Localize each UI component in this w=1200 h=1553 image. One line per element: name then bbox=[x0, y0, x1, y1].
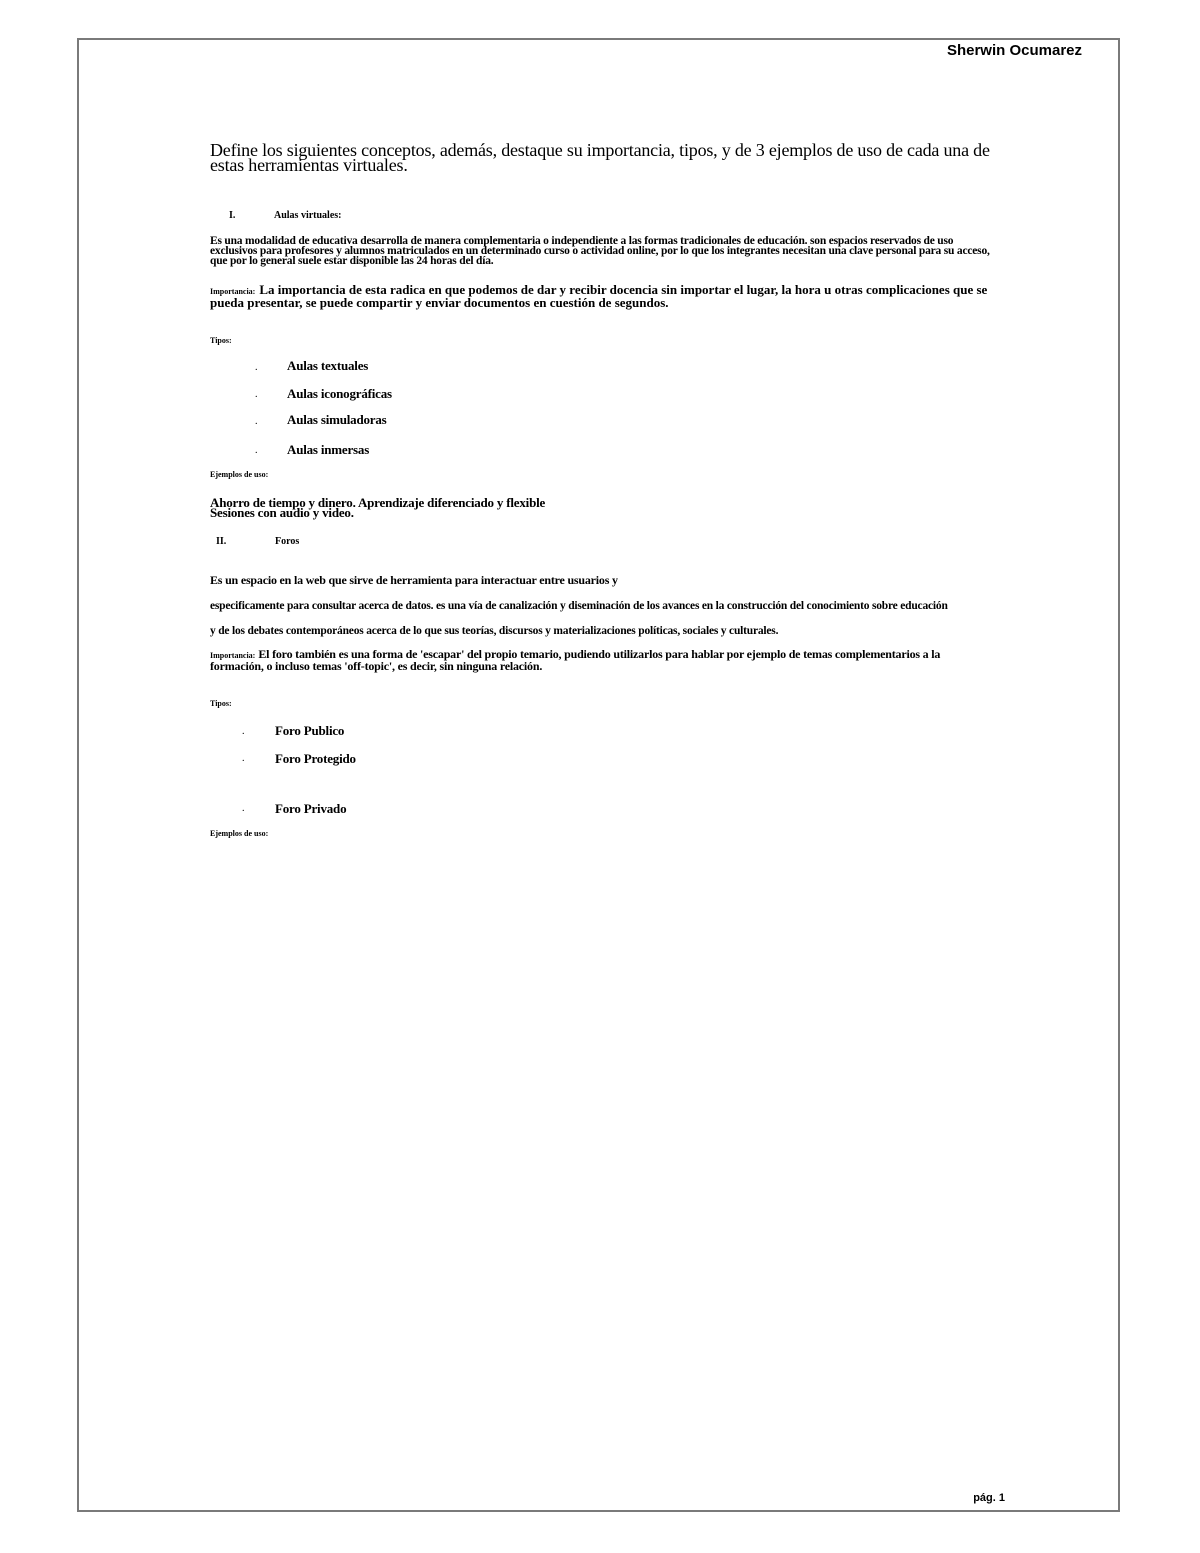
header-author: Sherwin Ocumarez bbox=[946, 42, 1082, 59]
section-1-type-item: Aulas textuales bbox=[287, 358, 369, 373]
bullet-icon: . bbox=[255, 445, 258, 456]
section-1-examples-text: Ahorro de tiempo y dinero. Aprendizaje diferenciado y flexible Sesiones con audio y video. bbox=[210, 495, 546, 520]
bullet-icon: . bbox=[242, 803, 245, 814]
section-2-importance-text: El foro también es una forma de 'escapar' del propio temario, pudiendo utilizarlos para hablar por ejemplo de temas complementarios a la formación, o incluso temas 'off-topic', es decir, sin ninguna relación. bbox=[210, 647, 941, 673]
bullet-icon: . bbox=[242, 726, 245, 737]
bullet-icon: . bbox=[255, 362, 258, 373]
section-1-type-item: Aulas iconográficas bbox=[287, 386, 392, 401]
section-2-type-item: Foro Privado bbox=[275, 801, 347, 816]
section-2-importance bbox=[210, 649, 990, 672]
section-2-importance-label: Importancia: bbox=[210, 651, 256, 660]
section-1-heading: Aulas virtuales: bbox=[274, 210, 342, 221]
section-1-examples-label: Ejemplos de uso: bbox=[210, 470, 269, 479]
section-1-number: I. bbox=[229, 210, 236, 221]
section-1-importance-label: Importancia: bbox=[210, 287, 256, 296]
section-1-type-item: Aulas inmersas bbox=[287, 442, 370, 457]
section-2-type-item: Foro Publico bbox=[275, 723, 345, 738]
page-number: pág. 1 bbox=[973, 1492, 1005, 1504]
section-2-description-line-1: Es un espacio en la web que sirve de herramienta para interactuar entre usuarios y bbox=[210, 573, 618, 587]
section-2-heading: Foros bbox=[275, 536, 300, 547]
bullet-icon: . bbox=[242, 753, 245, 764]
document-page bbox=[77, 38, 1120, 1512]
section-2-number: II. bbox=[216, 536, 227, 547]
document-title: Define los siguientes conceptos, además, destaque su importancia, tipos, y de 3 ejemplos de uso de cada una de estas herramientas virtuales. bbox=[210, 140, 990, 175]
bullet-icon: . bbox=[255, 389, 258, 400]
section-2-types-label: Tipos: bbox=[210, 699, 232, 708]
section-2-type-item: Foro Protegido bbox=[275, 751, 356, 766]
section-2-description-line-3: y de los debates contemporáneos acerca de lo que sus teorías, discursos y materializaciones políticas, sociales y culturales. bbox=[210, 625, 779, 637]
section-1-importance-text: La importancia de esta radica en que podemos de dar y recibir docencia sin importar el lugar, la hora u otras complicaciones que se pueda presentar, se puede compartir y enviar documentos en cuestión de segundos. bbox=[210, 282, 988, 310]
section-2-examples-label: Ejemplos de uso: bbox=[210, 829, 269, 838]
section-2-description-line-2: especificamente para consultar acerca de datos. es una vía de canalización y diseminación de los avances en la construcción del conocimiento sobre educación bbox=[210, 600, 948, 612]
section-1-importance bbox=[210, 284, 990, 308]
bullet-icon: . bbox=[255, 416, 258, 427]
section-1-type-item: Aulas simuladoras bbox=[287, 412, 387, 427]
section-1-description: Es una modalidad de educativa desarrolla de manera complementaria o independiente a las formas tradicionales de educación. son espacios reservados de uso exclusivos para profesores y alumnos matriculados en un determinado curso o actividad online, por lo que los integrantes necesitan una clave personal para su acceso, que por lo general suele estar disponible las 24 horas del día. bbox=[210, 235, 990, 267]
section-1-types-label: Tipos: bbox=[210, 336, 232, 345]
